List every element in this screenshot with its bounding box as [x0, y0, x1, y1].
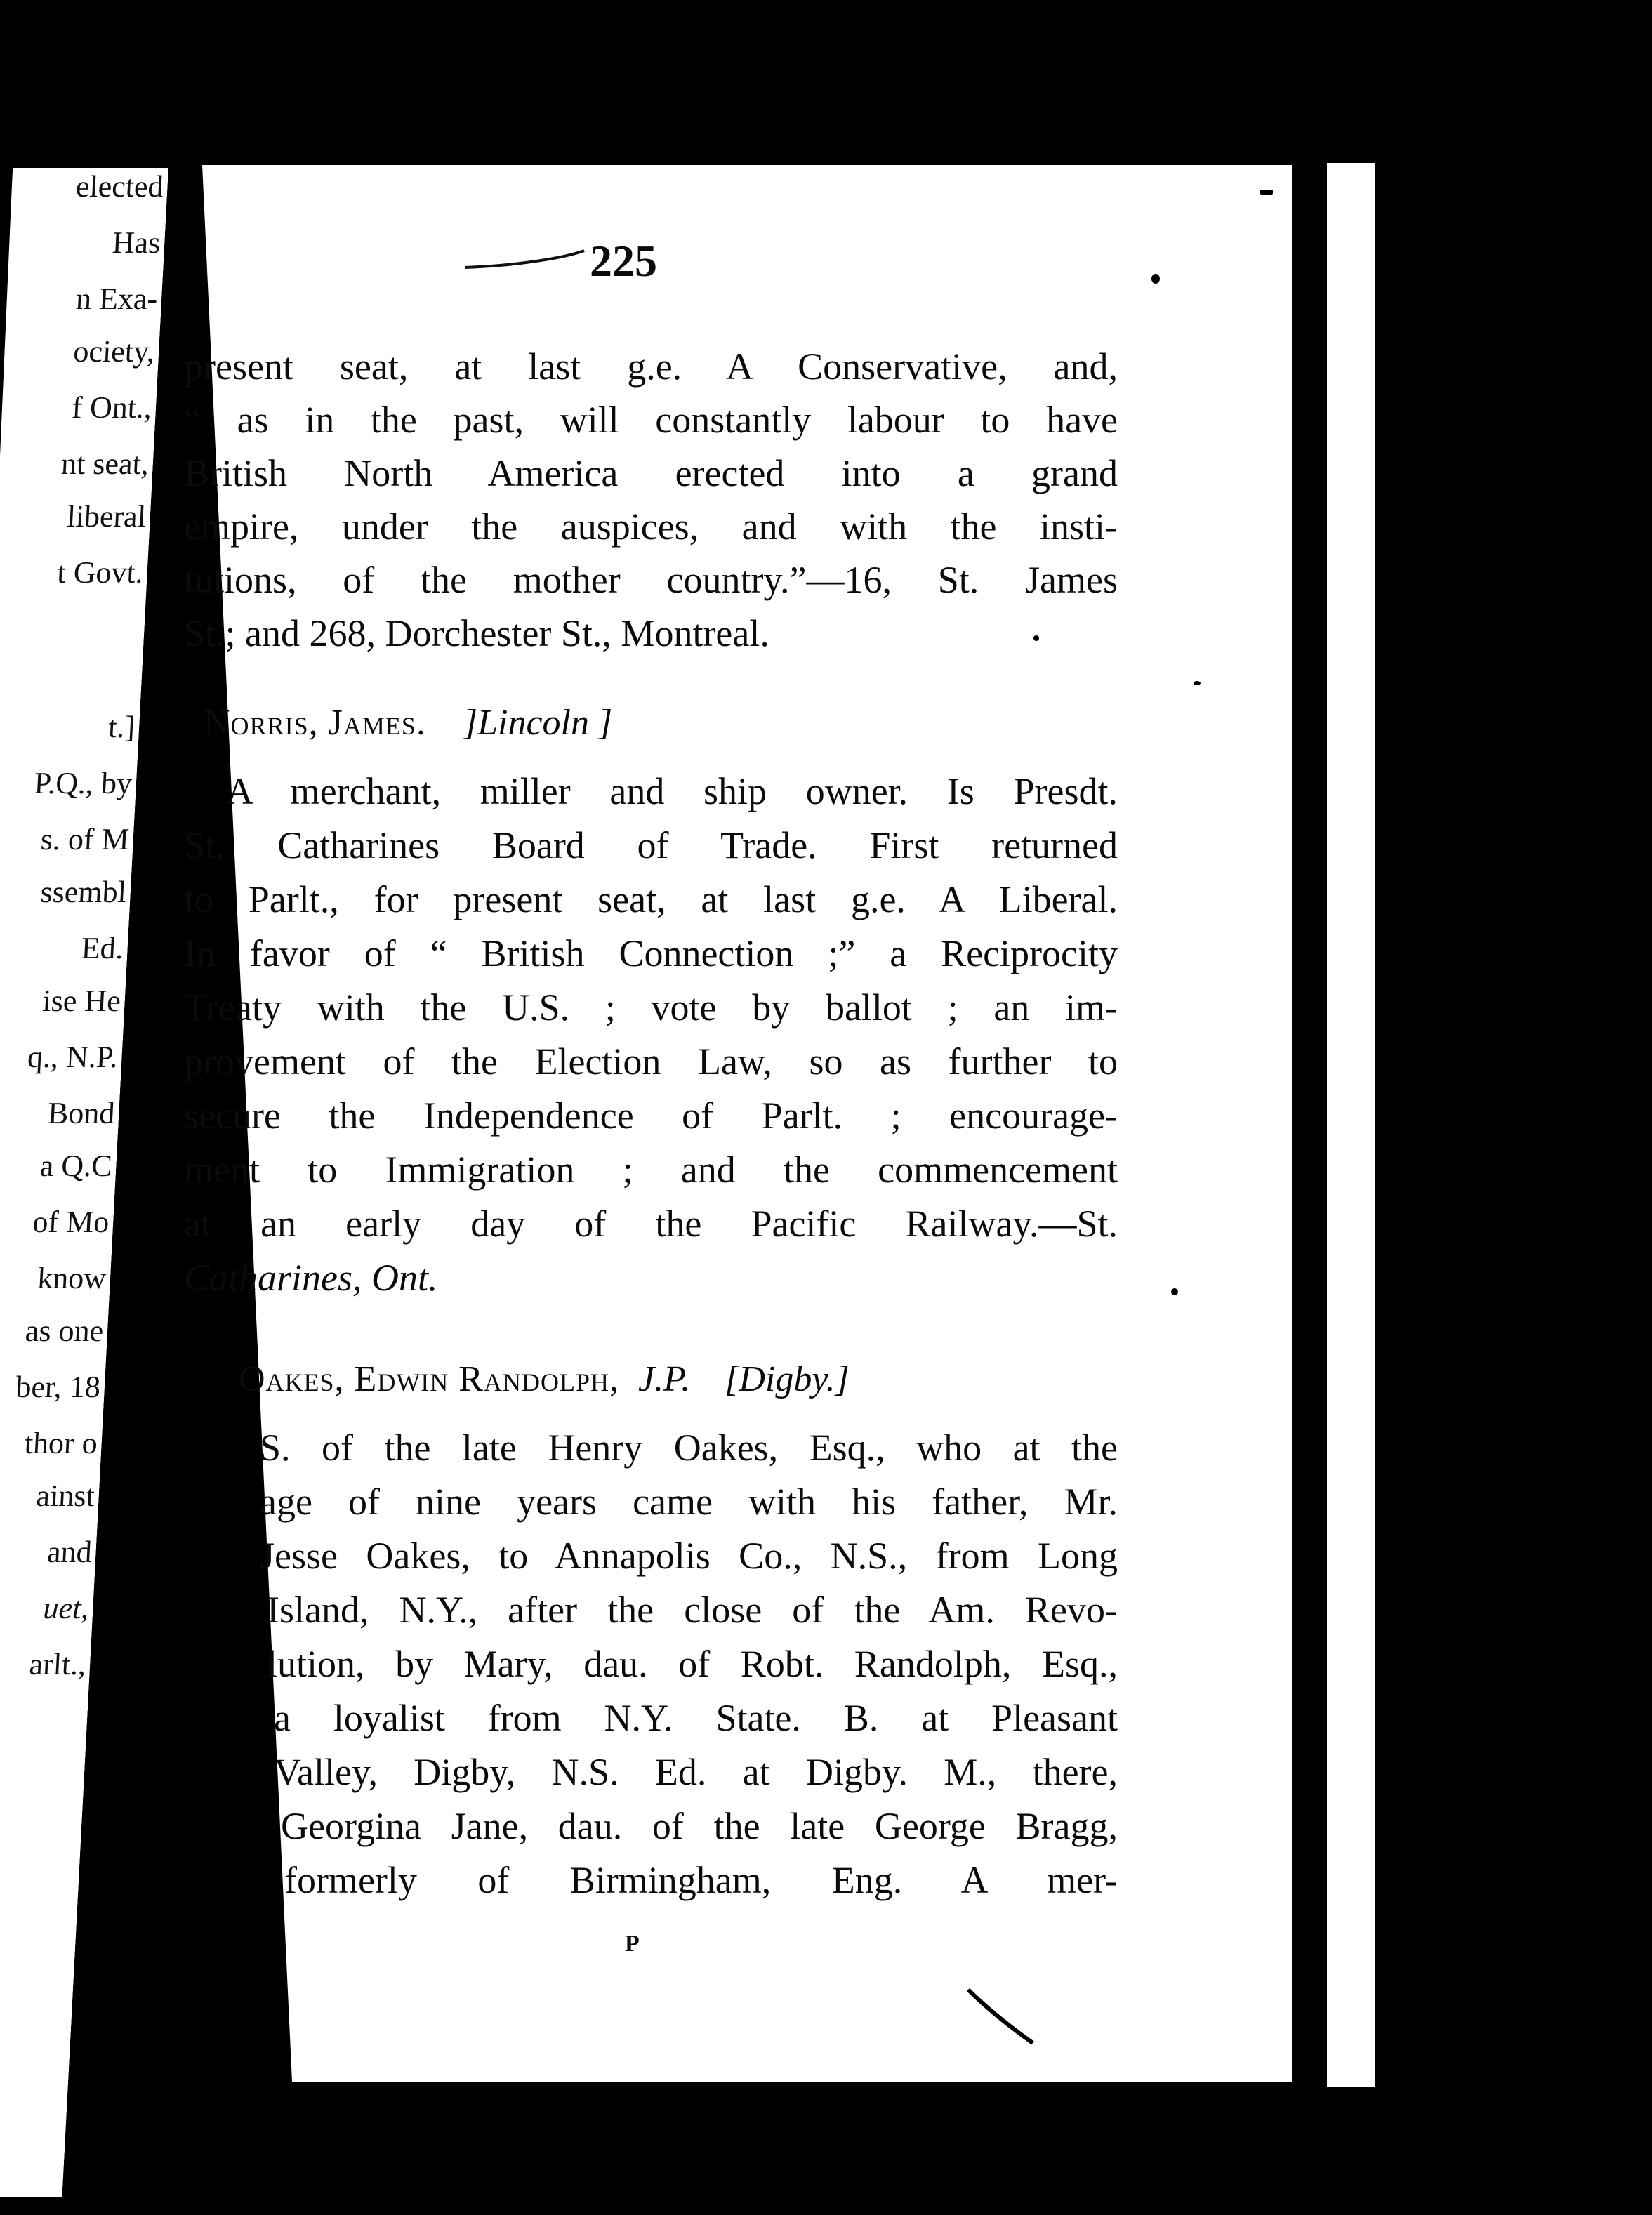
left-page-fragment: q., N.P. — [27, 1040, 119, 1074]
entry-2-line: St. Catharines Board of Trade. First returned — [184, 824, 1118, 866]
left-page-fragment: ssembl — [39, 875, 128, 909]
page-edge-shadow — [1309, 161, 1321, 2089]
left-page-fragment: know — [37, 1261, 107, 1295]
left-page-fragment: nt seat, — [60, 447, 150, 481]
left-page-fragment: arlt., — [28, 1647, 87, 1681]
left-page-fragment: ber, 18 — [15, 1370, 102, 1404]
entry-2-line: to Parlt., for present seat, at last g.e. A Liberal. — [184, 878, 1118, 920]
entry-2-name: Norris, James. — [204, 703, 426, 743]
scan-speck — [1033, 635, 1039, 641]
left-page-fragment: Has — [111, 225, 161, 260]
entry-2-line: Catharines, Ont. — [184, 1257, 438, 1299]
page-number: 225 — [590, 236, 657, 286]
left-page-fragment: P.Q., by — [33, 766, 133, 800]
entry-2-line: A merchant, miller and ship owner. Is Presdt. — [226, 770, 1118, 812]
right-page-edge — [1327, 163, 1375, 2087]
entry-2-line: provement of the Election Law, so as further to — [184, 1040, 1118, 1083]
left-page-fragment: ainst — [35, 1479, 96, 1513]
left-page-fragment: f Ont., — [71, 390, 153, 425]
entry-1-line: empire, under the auspices, and with the insti- — [184, 505, 1118, 548]
left-page-fragment: Bond — [46, 1096, 116, 1130]
scan-speck — [1194, 681, 1201, 685]
left-page-fragment: a Q.C — [39, 1149, 113, 1183]
entry-1-line: present seat, at last g.e. A Conservative, and, — [184, 345, 1118, 388]
entry-2-line: In favor of “ British Connection ;” a Reciprocity — [184, 932, 1118, 974]
entry-3-line: Jesse Oakes, to Annapolis Co., N.S., from Long — [260, 1535, 1118, 1577]
scan-speck — [1151, 274, 1160, 284]
entry-3-line: S. of the late Henry Oakes, Esq., who at the — [260, 1427, 1118, 1469]
entry-1-line: British North America erected into a grand — [184, 452, 1118, 494]
header-swash-ornament — [463, 249, 586, 270]
entry-2-line: at an early day of the Pacific Railway.—St. — [184, 1203, 1118, 1245]
left-page-fragment: Ed. — [80, 931, 125, 965]
left-page-fragment: t.] — [107, 710, 136, 744]
entry-3-line: Valley, Digby, N.S. Ed. at Digby. M., there, — [274, 1751, 1118, 1793]
entry-3-line: a loyalist from N.Y. State. B. at Pleasant — [274, 1697, 1118, 1739]
left-page-fragment: ise He — [41, 984, 122, 1018]
entry-3-line: Georgina Jane, dau. of the late George Bragg, — [281, 1805, 1118, 1847]
entry-1-line: “ as in the past, will constantly labour to have — [184, 399, 1118, 441]
left-page-fragment: elected — [74, 169, 164, 204]
left-page-fragment: as one — [24, 1314, 105, 1348]
entry-2-line: Treaty with the U.S. ; vote by ballot ; an im- — [184, 986, 1118, 1029]
left-page-fragment: n Exa- — [74, 282, 159, 316]
entry-3-name: Oakes, Edwin Randolph, — [239, 1359, 619, 1399]
entry-2-heading — [204, 702, 612, 743]
scan-speck — [1171, 1288, 1178, 1295]
left-page-fragment: uet, — [42, 1591, 90, 1625]
left-page-fragment: s. of M — [39, 822, 131, 857]
left-page-fragment: thor o — [23, 1426, 99, 1460]
left-facing-page — [0, 168, 168, 2197]
entry-1-line: St.; and 268, Dorchester St., Montreal. — [184, 612, 769, 654]
left-page-fragment: and — [46, 1535, 93, 1569]
entry-3-line: Island, N.Y., after the close of the Am. Revo- — [267, 1589, 1118, 1631]
scan-speck — [1260, 190, 1273, 195]
left-page-fragment: t Govt. — [56, 555, 145, 590]
left-page-fragment: of Mo — [32, 1205, 110, 1239]
entry-2-constituency: ]Lincoln ] — [463, 703, 613, 743]
entry-3-constituency: [Digby.] — [725, 1359, 850, 1399]
entry-1-line: tutions, of the mother country.”—16, St. James — [184, 559, 1118, 601]
entry-2-line: secure the Independence of Parlt. ; encourage- — [184, 1095, 1118, 1137]
signature-mark: P — [625, 1931, 640, 1957]
entry-3-title: J.P. — [637, 1359, 691, 1399]
entry-3-heading — [239, 1358, 850, 1400]
entry-3-line: formerly of Birmingham, Eng. A mer- — [284, 1859, 1118, 1901]
entry-3-line: age of nine years came with his father, Mr. — [260, 1481, 1118, 1523]
entry-2-line: ment to Immigration ; and the commencement — [184, 1149, 1118, 1191]
entry-3-line: lution, by Mary, dau. of Robt. Randolph, Esq., — [267, 1643, 1118, 1685]
left-page-fragment: ociety, — [72, 334, 156, 369]
left-page-fragment: liberal — [66, 499, 147, 534]
scan-scratch — [965, 1987, 1043, 2050]
